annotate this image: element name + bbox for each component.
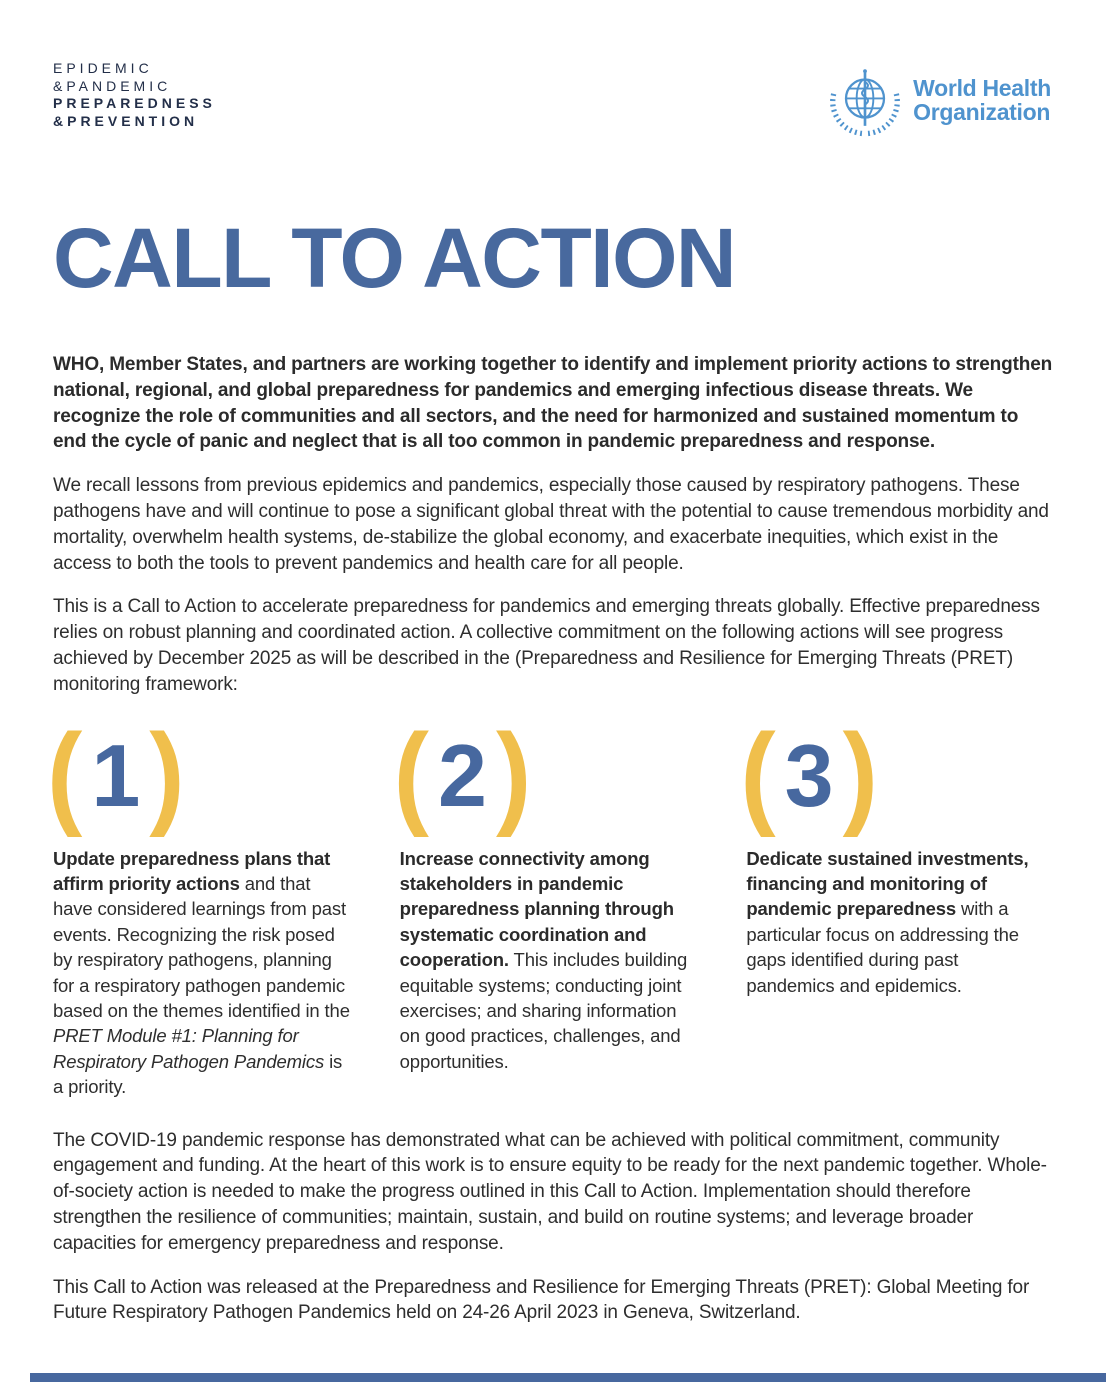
action-item-2 bbox=[393, 710, 707, 1100]
intro-section bbox=[53, 352, 1053, 698]
brand-line: PREPAREDNESS bbox=[53, 95, 216, 111]
action-body: and that have considered learnings from past events. Recognizing the risk posed by respiratory pathogens, planning for a respiratory pathogen pandemic based on the themes identified in the bbox=[53, 872, 350, 1021]
action-text-2 bbox=[400, 846, 700, 1075]
action-digit: 1 bbox=[91, 725, 141, 825]
close-paren-glyph: ) bbox=[495, 710, 532, 838]
close-paren-glyph: ) bbox=[149, 710, 185, 838]
action-tail: is a priority. bbox=[53, 1050, 343, 1098]
footer-accent-bar bbox=[30, 1373, 1106, 1382]
action-item-3 bbox=[740, 710, 1053, 1100]
action-digit: 3 bbox=[784, 725, 834, 825]
open-paren-glyph: ( bbox=[393, 710, 429, 838]
header bbox=[53, 60, 1053, 138]
action-lead: Update preparedness plans that affirm priority actions bbox=[53, 847, 331, 894]
open-paren-glyph: ( bbox=[740, 710, 776, 838]
who-wordmark-line: World Health bbox=[913, 75, 1051, 101]
action-digit: 2 bbox=[437, 725, 487, 825]
action-number-1 bbox=[47, 710, 360, 838]
action-body: with a particular focus on addressing the gaps identified during past pandemics and epidemics. bbox=[746, 898, 1019, 996]
action-number-2 bbox=[393, 710, 707, 838]
action-text-1 bbox=[53, 846, 353, 1100]
brand-line: &PANDEMIC bbox=[53, 77, 172, 94]
action-lead: Dedicate sustained investments, financing and monitoring of pandemic preparedness bbox=[746, 847, 1029, 920]
brand-line: EPIDEMIC bbox=[53, 60, 153, 76]
action-item-1 bbox=[47, 710, 360, 1100]
intro-paragraph: We recall lessons from previous epidemics and pandemics, especially those caused by respiratory pathogens. These pathogens have and will continue to pose a significant global threat with the potential to cause tremendous morbidity and mortality, overwhelm health systems, de-stabilize the global economy, and exacerbate inequities, which exist in the access to both the tools to prevent pandemics and health care for all people. bbox=[53, 475, 1049, 574]
closing-paragraph: This Call to Action was released at the Preparedness and Resilience for Emerging Threats (PRET): Global Meeting for Future Respiratory Pathogen Pandemics held on 24-26 April 2023 in Geneva, Switzerland. bbox=[53, 1276, 1030, 1324]
close-paren-glyph: ) bbox=[842, 710, 878, 838]
intro-paragraph: This is a Call to Action to accelerate preparedness for pandemics and emerging threats globally. Effective preparedness relies on robust planning and coordinated action. A collective commitment on the following actions will see progress achieved by December 2025 as will be described in the (Preparedness and Resilience for Emerging Threats (PRET) monitoring framework: bbox=[53, 596, 1040, 695]
who-logo bbox=[827, 62, 1051, 138]
intro-paragraph: WHO, Member States, and partners are working together to identify and implement priority actions to strengthen national, regional, and global preparedness for pandemics and emerging infectious disease threats. We recognize the role of communities and all sectors, and the need for harmonized and sustained momentum to end the cycle of panic and neglect that is all too common in pandemic preparedness and response. bbox=[53, 354, 1053, 453]
action-body: This includes building equitable systems; conducting joint exercises; and sharing information on good practices, challenges, and opportunities. bbox=[399, 949, 688, 1072]
action-lead: Increase connectivity among stakeholders in pandemic preparedness planning through systematic coordination and cooperation. bbox=[399, 847, 674, 971]
who-wordmark-line: Organization bbox=[913, 99, 1051, 125]
epp-brand-logo bbox=[53, 60, 216, 130]
page-title: CALL TO ACTION bbox=[53, 211, 736, 305]
actions-row bbox=[47, 710, 1053, 1100]
open-paren-glyph: ( bbox=[47, 710, 83, 838]
closing-paragraph: The COVID-19 pandemic response has demonstrated what can be achieved with political commitment, community engagement and funding. At the heart of this work is to ensure equity to be ready for the next pandemic together. Whole-of-society action is needed to make the progress outlined in this Call to Action. Implementation should therefore strengthen the resilience of communities; maintain, sustain, and build on routine systems; and leverage broader capacities for emergency preparedness and response. bbox=[53, 1129, 1047, 1254]
action-italic: PRET Module #1: Planning for Respiratory Pathogen Pandemics bbox=[53, 1025, 325, 1072]
action-number-3 bbox=[740, 710, 1053, 838]
action-text-3 bbox=[746, 846, 1046, 998]
brand-line: &PREVENTION bbox=[53, 112, 199, 129]
closing-section bbox=[53, 1128, 1053, 1327]
who-wordmark bbox=[913, 76, 1051, 124]
who-emblem-icon bbox=[827, 62, 903, 138]
